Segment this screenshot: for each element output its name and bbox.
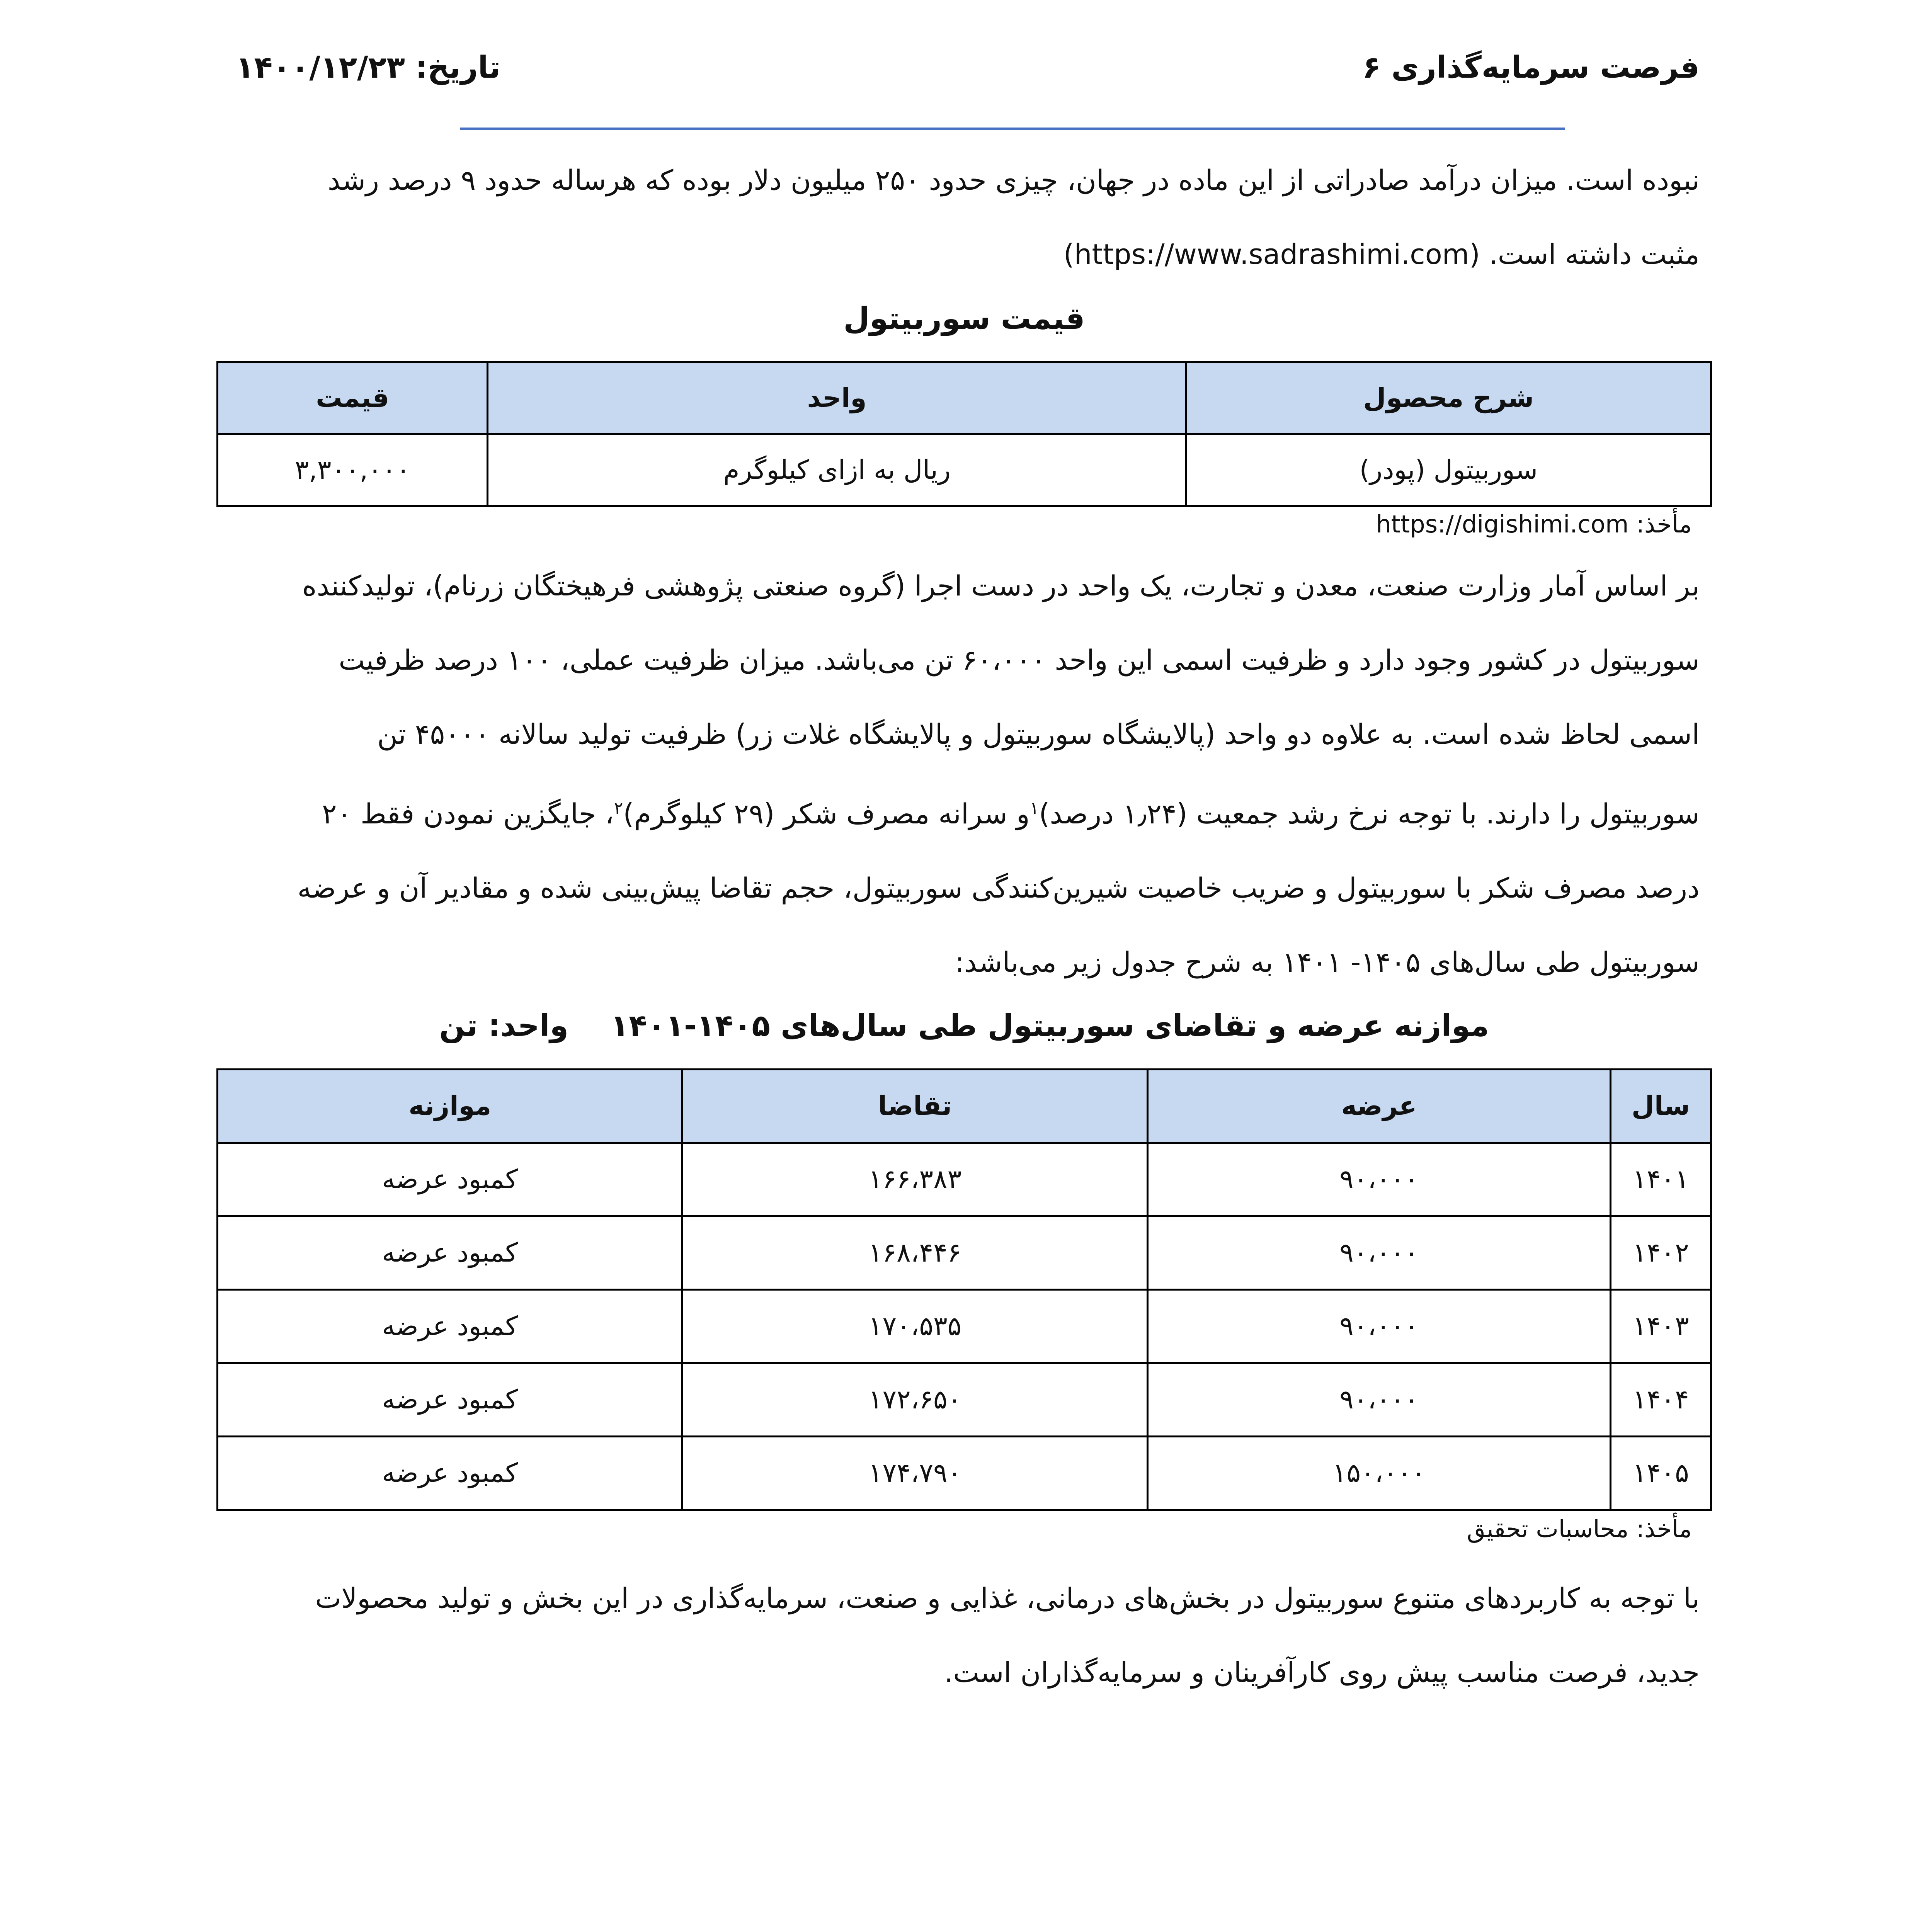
table-row <box>218 1290 1711 1363</box>
price-cell-price: ۳,۳۰۰,۰۰۰ <box>218 434 488 506</box>
price-header-price: قیمت <box>218 362 488 434</box>
table-row <box>218 434 1711 506</box>
footnote-ref-2[interactable]: ۲ <box>614 798 623 818</box>
header-rule <box>460 128 1565 130</box>
document-title: فرصت سرمایه‌گذاری ۶ <box>1362 50 1700 85</box>
price-cell-unit: ریال به ازای کیلوگرم <box>488 434 1186 506</box>
body-line-4 <box>236 771 1700 851</box>
balance-header-demand: تقاضا <box>682 1070 1147 1143</box>
footnote-ref-1[interactable]: ۱ <box>1029 798 1039 818</box>
balance-cell-supply: ۱۵۰،۰۰۰ <box>1147 1437 1610 1510</box>
balance-cell-year: ۱۴۰۳ <box>1611 1290 1711 1363</box>
document-date: تاریخ: ۱۴۰۰/۱۲/۲۳ <box>236 50 501 85</box>
body-line-4-part-1: سوربیتول را دارند. با توجه نرخ رشد جمعیت (۱٫۲۴ درصد) <box>1039 798 1700 830</box>
intro-paragraph <box>236 143 1700 291</box>
table-row <box>218 1363 1711 1437</box>
balance-cell-supply: ۹۰،۰۰۰ <box>1147 1216 1610 1290</box>
balance-header-balance: موازنه <box>218 1070 682 1143</box>
balance-cell-balance: کمبود عرضه <box>218 1290 682 1363</box>
balance-cell-demand: ۱۶۶،۳۸۳ <box>682 1143 1147 1216</box>
closing-line-1: با توجه به کاربردهای متنوع سوربیتول در بخش‌های درمانی، غذایی و صنعت، سرمایه‌گذاری در این بخش و تولید محصولات <box>315 1582 1700 1614</box>
balance-header-supply: عرضه <box>1147 1070 1610 1143</box>
balance-cell-year: ۱۴۰۴ <box>1611 1363 1711 1437</box>
balance-cell-year: ۱۴۰۲ <box>1611 1216 1711 1290</box>
body-line-3: اسمی لحاظ شده است. به علاوه دو واحد (پالایشگاه سوربیتول و پالایشگاه غلات زر) ظرفیت تولید سالانه ۴۵۰۰۰ تن <box>377 718 1700 750</box>
balance-cell-supply: ۹۰،۰۰۰ <box>1147 1290 1610 1363</box>
body-paragraph <box>236 549 1700 999</box>
price-table-source: مأخذ: https://digishimi.com <box>1376 510 1692 538</box>
body-line-4-part-3: ، جایگزین نمودن فقط ۲۰ <box>322 798 614 830</box>
balance-cell-supply: ۹۰،۰۰۰ <box>1147 1363 1610 1437</box>
balance-cell-demand: ۱۷۰،۵۳۵ <box>682 1290 1147 1363</box>
price-table <box>216 361 1712 507</box>
intro-line-2: مثبت داشته است. (https://www.sadrashimi.com) <box>1063 238 1700 270</box>
body-line-1: بر اساس آمار وزارت صنعت، معدن و تجارت، یک واحد در دست اجرا (گروه صنعتی پژوهشی فرهیختگان زرنام)، تولیدکننده <box>302 570 1700 602</box>
balance-cell-balance: کمبود عرضه <box>218 1216 682 1290</box>
balance-cell-year: ۱۴۰۵ <box>1611 1437 1711 1510</box>
balance-cell-demand: ۱۷۲،۶۵۰ <box>682 1363 1147 1437</box>
balance-cell-balance: کمبود عرضه <box>218 1363 682 1437</box>
balance-table <box>216 1068 1712 1511</box>
balance-table-caption: موازنه عرضه و تقاضای سوربیتول طی سال‌های ۱۴۰۵-۱۴۰۱ واحد: تن <box>439 1009 1489 1043</box>
balance-cell-balance: کمبود عرضه <box>218 1143 682 1216</box>
price-table-caption: قیمت سوربیتول <box>843 301 1085 336</box>
price-cell-description: سوربیتول (پودر) <box>1186 434 1711 506</box>
body-line-6: سوربیتول طی سال‌های ۱۴۰۵- ۱۴۰۱ به شرح جدول زیر می‌باشد: <box>955 946 1700 978</box>
body-line-4-part-2: و سرانه مصرف شکر (۲۹ کیلوگرم) <box>623 798 1030 830</box>
balance-cell-year: ۱۴۰۱ <box>1611 1143 1711 1216</box>
balance-header-year: سال <box>1611 1070 1711 1143</box>
balance-cell-supply: ۹۰،۰۰۰ <box>1147 1143 1610 1216</box>
balance-table-header-row <box>218 1070 1711 1143</box>
body-line-5: درصد مصرف شکر با سوربیتول و ضریب خاصیت شیرین‌کنندگی سوربیتول، حجم تقاضا پیش‌بینی شده و مقادیر آن و عرضه <box>297 872 1700 904</box>
balance-cell-demand: ۱۶۸،۴۴۶ <box>682 1216 1147 1290</box>
table-row <box>218 1216 1711 1290</box>
intro-line-1: نبوده است. میزان درآمد صادراتی از این ماده در جهان، چیزی حدود ۲۵۰ میلیون دلار بوده که هرساله حدود ۹ درصد رشد <box>328 164 1700 196</box>
balance-cell-balance: کمبود عرضه <box>218 1437 682 1510</box>
closing-line-2: جدید، فرصت مناسب پیش روی کارآفرینان و سرمایه‌گذاران است. <box>944 1656 1700 1689</box>
body-line-2: سوربیتول در کشور وجود دارد و ظرفیت اسمی این واحد ۶۰،۰۰۰ تن می‌باشد. میزان ظرفیت عملی، ۱۰۰ درصد ظرفیت <box>339 644 1700 676</box>
table-row <box>218 1437 1711 1510</box>
balance-table-source: مأخذ: محاسبات تحقیق <box>1467 1515 1692 1543</box>
price-header-unit: واحد <box>488 362 1186 434</box>
closing-paragraph <box>236 1561 1700 1709</box>
balance-cell-demand: ۱۷۴،۷۹۰ <box>682 1437 1147 1510</box>
table-row <box>218 1143 1711 1216</box>
price-header-description: شرح محصول <box>1186 362 1711 434</box>
price-table-header-row <box>218 362 1711 434</box>
